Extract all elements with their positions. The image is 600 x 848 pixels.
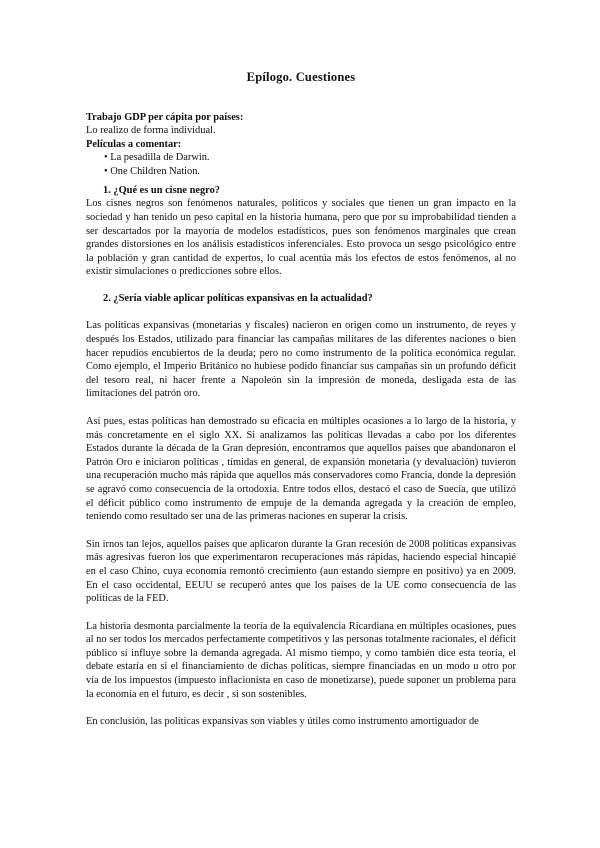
- page-title: Epílogo. Cuestiones: [246, 70, 356, 84]
- assignment-text: Lo realizo de forma individual.: [86, 125, 216, 137]
- question-1-heading: 1. ¿Qué es un cisne negro?: [103, 185, 220, 197]
- list-item: • La pesadilla de Darwin.: [104, 151, 516, 164]
- question-2-heading: 2. ¿Sería viable aplicar políticas expansivas en la actualidad?: [103, 293, 373, 304]
- list-item: • One Children Nation.: [104, 165, 516, 178]
- question-2-paragraph: En conclusión, las políticas expansivas son viables y útiles como instrumento amortiguador de: [86, 716, 479, 728]
- question-2-paragraph: La historia desmonta parcialmente la teoría de la equivalencia Ricardiana en múltiples ocasiones, pues al no ser todos los mercados perfectamente competitivos y las personas totalmente racionales, el déficit público sí influye sobre la demanda agregada. Al mismo tiempo, y como también dice esta teoría, el debate estaría en si el financiamiento de dichas políticas, siempre financiadas en un modo u otro por vía de los impuestos (impuesto inflacionista en caso de monetizarse), puede suponer un problema para la economía en el futuro, es decir , si son sostenibles.: [86, 620, 516, 700]
- question-1-answer: Los cisnes negros son fenómenos naturales, políticos y sociales que tienen un gran impacto en la sociedad y han tenido un peso capital en la historia humana, pero que por su improbabilidad tienden a ser descartados por la mayoría de modelos estadísticos, pues son fenómenos marginales que crean grandes distorsiones en los análisis estadísticos inferenciales. Esto provoca un sesgo psicológico entre la población y gran cantidad de expertos, lo cual acentúa más los efectos de estos fenómenos, al no existir simulaciones o predicciones sobre ellos.: [86, 198, 516, 278]
- question-2-paragraph: Las políticas expansivas (monetarias y fiscales) nacieron en origen como un instrumento, de reyes y después los Estados, utilizado para financiar las campañas militares de las diferentes naciones o bien hacer repudios encubiertos de la deuda; pero no como instrumento de la política económica regular. Como ejemplo, el Imperio Británico no hubiese podido financiar sus campañas sin un profundo déficit del tesoro real, ni hacer frente a Napoleón sin la impresión de moneda, desligada esta de las limitaciones del patrón oro.: [86, 320, 516, 400]
- films-list: [86, 151, 516, 178]
- films-label: Películas a comentar:: [86, 138, 182, 150]
- question-2-paragraph: Sin irnos tan lejos, aquellos países que aplicaron durante la Gran recesión de 2008 políticas expansivas más agresivas fueron los que experimentaron recuperaciones más rápidas, haciendo especial hincapié en el caso Chino, cuya economía remontó crecimiento (aun estando siempre en positivo) ya en 2009. En el caso occidental, EEUU se recuperó antes que los países de la UE como consecuencia de las políticas de la FED.: [86, 538, 516, 605]
- assignment-label: Trabajo GDP per cápita por países:: [86, 112, 244, 123]
- question-2-paragraph: Así pues, estas políticas han demostrado su eficacia en múltiples ocasiones a lo largo de la historia, y más concretamente en el siglo XX. Si analizamos las políticas llevadas a cabo por los diferentes Estados durante la década de la Gran depresión, encontramos que aquellos países que abandonaron el Patrón Oro e iniciaron políticas , tímidas en general, de expansión monetaria (y devaluación) tuvieron una recuperación mucho más rápida que aquellos más conservadores como Francia, donde la depresión se agravó como consecuencia de la ortodoxia. Entre todos ellos, destacó el caso de Suecia, que utilizó el déficit público como instrumento de empuje de la demanda agregada y la creación de empleo, teniendo como resultado ser una de las primeras naciones en superar la crisis.: [86, 415, 516, 523]
